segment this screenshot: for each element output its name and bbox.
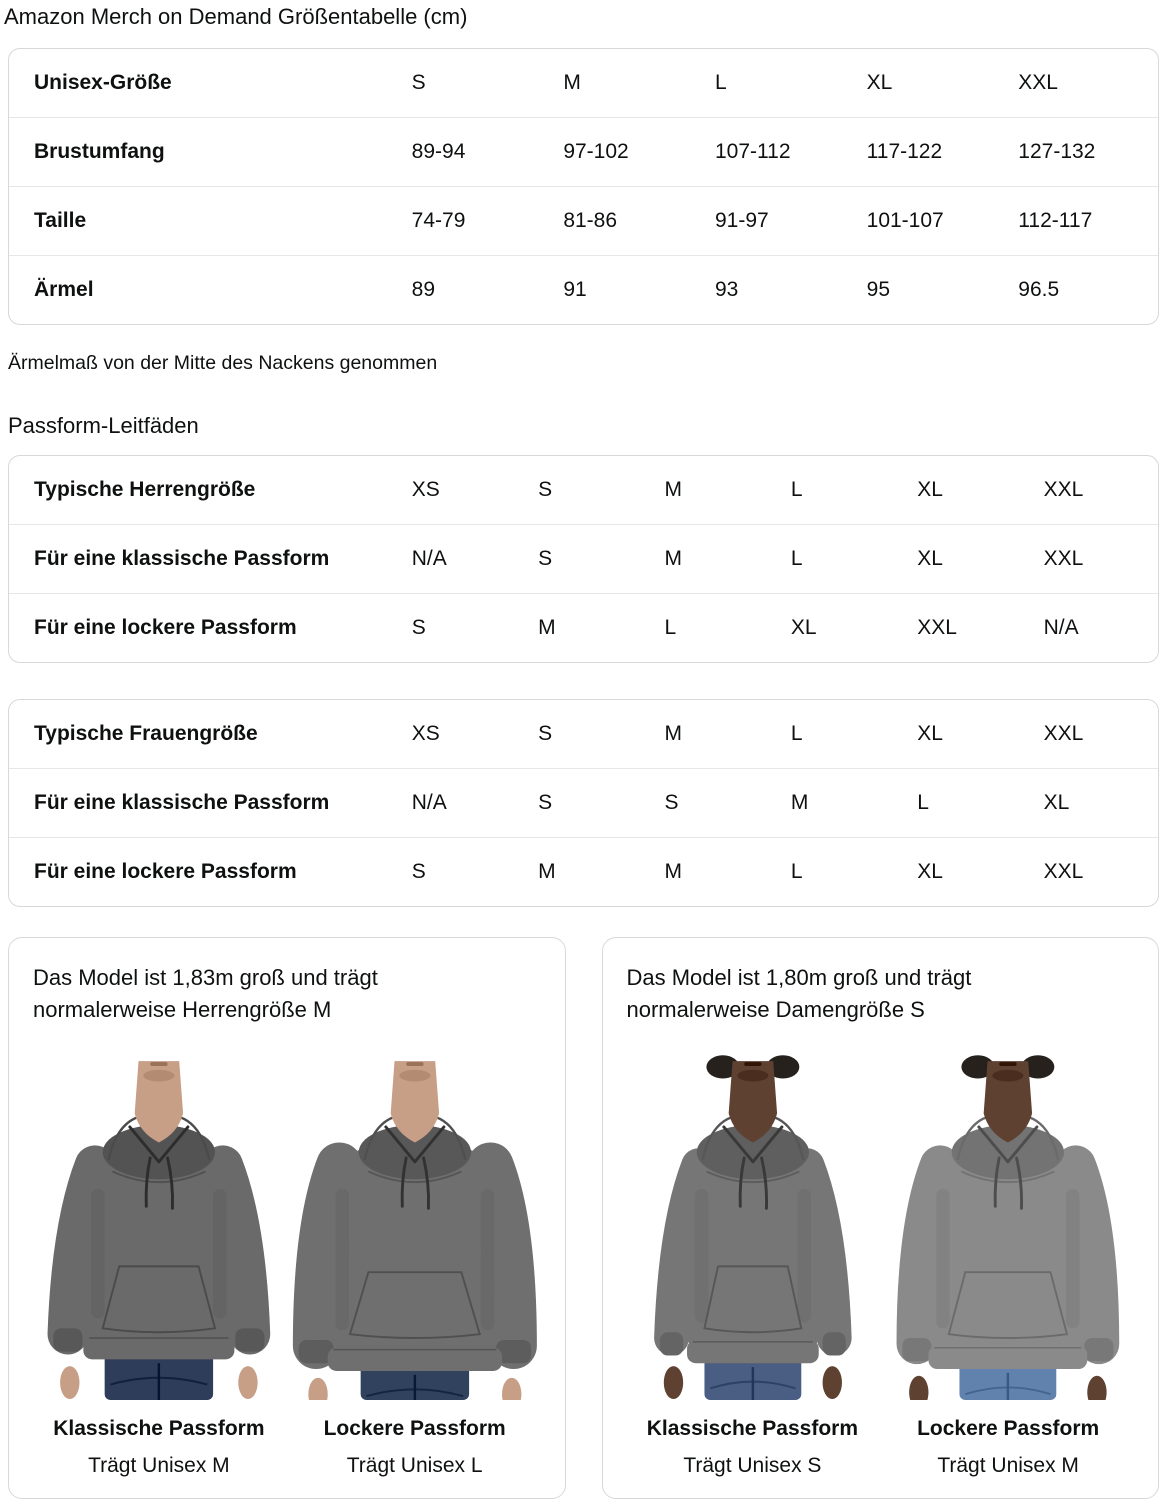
size-cell: XL	[905, 837, 1031, 906]
size-cell: L	[652, 593, 778, 662]
size-cell: S	[411, 71, 426, 94]
row-label: Für eine lockere Passform	[9, 837, 400, 906]
size-cell: XL	[866, 71, 893, 94]
table-row	[9, 768, 1158, 837]
size-cell: XL	[917, 722, 943, 745]
table-row	[9, 186, 1158, 255]
right-hand	[238, 1366, 257, 1399]
size-cell: 96.5	[1006, 255, 1158, 324]
size-cell: M	[652, 524, 778, 593]
table-row	[9, 700, 1158, 768]
table-row	[9, 255, 1158, 324]
table-row	[9, 524, 1158, 593]
table-row	[9, 593, 1158, 662]
size-cell: N/A	[1032, 593, 1158, 662]
mouth	[999, 1062, 1016, 1066]
size-cell: L	[779, 837, 905, 906]
model-figure	[33, 1050, 285, 1478]
figure-caption	[627, 1416, 879, 1478]
model-photo	[882, 1050, 1134, 1400]
model-cards-row	[8, 937, 1159, 1499]
size-cell: S	[526, 524, 652, 593]
size-cell: 89-94	[400, 117, 552, 186]
size-cell: 117-122	[855, 117, 1007, 186]
table-row	[9, 837, 1158, 906]
table-row	[9, 49, 1158, 117]
size-label: Trägt Unisex S	[683, 1454, 822, 1477]
size-cell: L	[714, 71, 727, 94]
size-cell: XXL	[905, 593, 1031, 662]
table-row	[9, 117, 1158, 186]
model-figures	[33, 1050, 541, 1478]
size-cell: M	[779, 768, 905, 837]
mens-model-card	[8, 937, 566, 1499]
row-label: Für eine klassische Passform	[9, 524, 400, 593]
model-photo	[627, 1050, 879, 1400]
row-label: Ärmel	[9, 255, 400, 324]
size-cell: 89	[400, 255, 552, 324]
row-label: Typische Frauengröße	[34, 722, 258, 745]
size-cell: XXL	[1043, 478, 1084, 501]
sleeve-measure-note: Ärmelmaß von der Mitte des Nackens genommen	[8, 352, 438, 374]
size-cell: M	[563, 71, 581, 94]
size-cell: 81-86	[551, 186, 703, 255]
size-label: Trägt Unisex L	[346, 1454, 483, 1477]
size-cell: N/A	[400, 524, 526, 593]
size-cell: XS	[411, 722, 440, 745]
size-cell: XXL	[1018, 71, 1058, 94]
size-cell: M	[664, 478, 682, 501]
size-cell: 112-117	[1006, 186, 1158, 255]
size-cell: S	[400, 593, 526, 662]
size-cell: L	[790, 478, 803, 501]
fit-guides-heading: Passform-Leitfäden	[8, 413, 199, 438]
model-figure	[882, 1050, 1134, 1478]
size-cell: XS	[411, 478, 440, 501]
table-row	[9, 456, 1158, 524]
size-cell: XL	[779, 593, 905, 662]
figure-caption	[33, 1416, 285, 1478]
row-label: Brustumfang	[9, 117, 400, 186]
row-label: Für eine lockere Passform	[9, 593, 400, 662]
fit-label: Lockere Passform	[917, 1417, 1100, 1440]
size-cell: L	[779, 524, 905, 593]
womens-fit-table	[8, 699, 1159, 907]
row-label: Unisex-Größe	[34, 71, 172, 94]
size-cell: XL	[905, 524, 1031, 593]
size-cell: S	[538, 478, 553, 501]
fit-label: Klassische Passform	[53, 1417, 265, 1440]
size-cell: 107-112	[703, 117, 855, 186]
model-description: Das Model ist 1,83m groß und trägt normalerweise Herrengröße M	[33, 965, 378, 1022]
left-hand	[60, 1366, 79, 1399]
page-title: Amazon Merch on Demand Größentabelle (cm)	[4, 4, 468, 29]
hoodie	[903, 1117, 1114, 1369]
size-cell: M	[664, 722, 682, 745]
model-figures	[627, 1050, 1135, 1478]
model-description: Das Model ist 1,80m groß und trägt normalerweise Damengröße S	[626, 965, 972, 1022]
hoodie	[298, 1117, 530, 1371]
figure-caption	[882, 1416, 1134, 1478]
model-photo	[33, 1050, 285, 1400]
row-label: Taille	[9, 186, 400, 255]
mouth	[150, 1062, 167, 1066]
row-label: Für eine klassische Passform	[9, 768, 400, 837]
size-cell: L	[905, 768, 1031, 837]
size-cell: S	[538, 722, 553, 745]
size-cell: N/A	[400, 768, 526, 837]
fit-label: Lockere Passform	[323, 1417, 506, 1440]
right-hand	[822, 1366, 841, 1399]
size-cell: 93	[703, 255, 855, 324]
figure-caption	[289, 1416, 541, 1478]
size-cell: XXL	[1043, 722, 1084, 745]
size-cell: 127-132	[1006, 117, 1158, 186]
size-cell: 91	[551, 255, 703, 324]
size-cell: XXL	[1032, 837, 1158, 906]
size-cell: 101-107	[855, 186, 1007, 255]
size-cell: M	[652, 837, 778, 906]
womens-model-card	[602, 937, 1160, 1499]
mouth	[406, 1062, 423, 1066]
model-figure	[627, 1050, 879, 1478]
size-cell: XXL	[1032, 524, 1158, 593]
size-cell: XL	[917, 478, 943, 501]
mouth	[744, 1062, 761, 1066]
size-label: Trägt Unisex M	[937, 1454, 1079, 1477]
fit-label: Klassische Passform	[646, 1417, 859, 1440]
size-cell: S	[400, 837, 526, 906]
hoodie	[53, 1117, 264, 1359]
size-label: Trägt Unisex M	[88, 1454, 230, 1477]
size-cell: 74-79	[400, 186, 552, 255]
row-label: Typische Herrengröße	[34, 478, 256, 501]
size-cell: S	[652, 768, 778, 837]
size-cell: XL	[1032, 768, 1158, 837]
size-cell: S	[526, 768, 652, 837]
size-cell: 97-102	[551, 117, 703, 186]
size-table	[8, 48, 1159, 325]
size-cell: M	[526, 593, 652, 662]
size-cell: 91-97	[703, 186, 855, 255]
size-cell: M	[526, 837, 652, 906]
left-hand	[663, 1366, 682, 1399]
size-cell: L	[790, 722, 803, 745]
mens-fit-table	[8, 455, 1159, 663]
size-cell: 95	[855, 255, 1007, 324]
model-photo	[289, 1050, 541, 1400]
model-figure	[289, 1050, 541, 1478]
hoodie	[659, 1117, 845, 1363]
